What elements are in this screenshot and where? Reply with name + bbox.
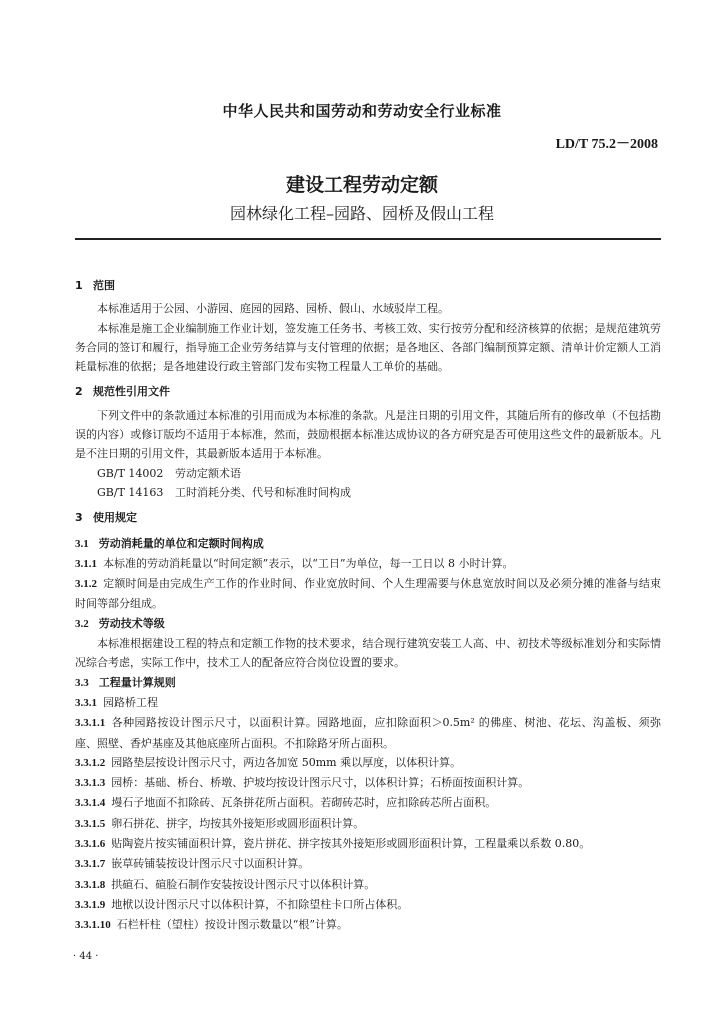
section-number: 1 [75,279,83,292]
reference-code: GB/T 14163 [97,485,164,499]
section-heading-usage [75,508,661,527]
section-heading-scope [75,276,661,295]
section-heading-references [75,382,661,401]
standard-code: LD/T 75.2－2008 [555,137,658,152]
clause-item: 3.3.1.5 卵石拼花、拼字，均按其外接矩形或圆形面积计算。 [75,816,365,830]
subsection-heading: 3.3 工程量计算规则 [75,675,176,689]
scope-paragraph-2: 本标准是施工企业编制施工作业计划，签发施工任务书、考核工效、实行按劳分配和经济核算的依据；是规范建筑劳务合同的签订和履行，指导施工企业劳务结算与支付管理的依据；是各地区、各部门编制预算定额、清单计价定额人工消耗量标准的依据；是各地建设行政主管部门发布实物工程量人工单价的基础。 [75,321,661,374]
clause-item: 3.3.1.7 嵌草砖铺装按设计图示尺寸以面积计算。 [75,857,310,871]
clause-item: 3.3.1.10 石栏杆柱（望柱）按设计图示数量以“根”计算。 [75,918,348,932]
issuing-authority: 中华人民共和国劳动和劳动安全行业标准 [222,102,502,120]
page-title: 建设工程劳动定额 [285,174,438,196]
reference-item [75,483,661,502]
clause-item: 3.3.1.8 拱碹石、碹脸石制作安装按设计图示尺寸以体积计算。 [75,877,376,891]
scope-paragraph-1: 本标准适用于公园、小游园、庭园的园路、园桥、假山、水域驳岸工程。 [97,302,449,316]
clause: 3.1.2 定额时间是由完成生产工作的作业时间、作业宽放时间、个人生理需要与休息宽放时间以及必须分摊的准备与结束时间等部分组成。 [75,577,661,611]
reference-code: GB/T 14002 [97,466,164,480]
page-subtitle: 园林绿化工程–园路、园桥及假山工程 [229,204,494,223]
section-title: 规范性引用文件 [93,385,170,399]
document-body [75,276,661,936]
clause-item: 3.3.1.3 园桥：基础、桥台、桥墩、护坡均按设计图示尺寸，以体积计算；石桥面按面积计算。 [75,776,530,790]
section-title: 使用规定 [93,511,137,525]
clause-item: 3.3.1.1 各种园路按设计图示尺寸，以面积计算。园路地面，应扣除面积＞0.5m² 的佛座、树池、花坛、沟盖板、须弥座、照壁、香炉基座及其他底座所占面积。不扣除路牙所占面积。 [75,716,661,750]
reference-item [75,464,661,483]
skill-grade-paragraph: 本标准根据建设工程的特点和定额工作物的技术要求，结合现行建筑安装工人高、中、初技术等级标准划分和实际情况综合考虑，实际工作中，技术工人的配备应符合岗位设置的要求。 [75,637,661,670]
reference-title: 劳动定额术语 [175,466,241,480]
title-divider [75,238,661,240]
page-number: · 44 · [73,951,99,962]
clause-item: 3.3.1.6 贴陶瓷片按实铺面积计算，瓷片拼花、拼字按其外接矩形或圆形面积计算，工程量乘以系数 0.80。 [75,837,591,851]
section-number: 2 [75,385,83,399]
subsection-heading: 3.2 劳动技术等级 [75,616,165,630]
clause-item: 3.3.1.4 墁石子地面不扣除砖、瓦条拼花所占面积。若砌砖芯时，应扣除砖芯所占面积。 [75,796,497,810]
clause: 3.3.1 园路桥工程 [75,695,158,709]
references-paragraph: 下列文件中的条款通过本标准的引用而成为本标准的条款。凡是注日期的引用文件，其随后所有的修改单（不包括勘误的内容）或修订版均不适用于本标准，然而，鼓励根据本标准达成协议的各方研究是否可使用这些文件的最新版本。凡是不注日期的引用文件，其最新版本适用于本标准。 [75,408,661,461]
clause: 3.1.1 本标准的劳动消耗量以“时间定额”表示，以“工日”为单位，每一工日以 8 小时计算。 [75,556,514,570]
subsection-heading: 3.1 劳动消耗量的单位和定额时间构成 [75,536,264,550]
clause-item: 3.3.1.2 园路垫层按设计图示尺寸，两边各加宽 50mm 乘以厚度，以体积计算。 [75,755,462,769]
reference-title: 工时消耗分类、代号和标准时间构成 [175,485,351,499]
section-title: 范围 [93,279,115,292]
clause-item: 3.3.1.9 地栿以设计图示尺寸以体积计算，不扣除望柱卡口所占体积。 [75,897,409,911]
section-number: 3 [75,511,83,525]
